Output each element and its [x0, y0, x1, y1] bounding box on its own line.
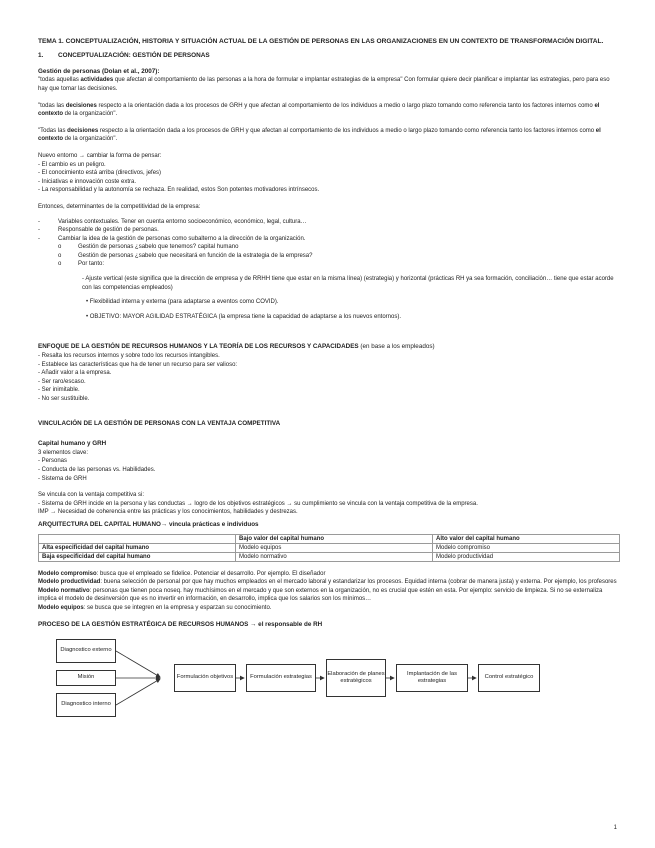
process-diagram	[38, 637, 620, 733]
text-run: respecto a la orientación dada a los procesos de GRH y que afectan al comportamiento de los individuos a medio o largo plazo tomando como referencia tanto los factores internos como	[98, 127, 596, 134]
gp-definition-3	[38, 127, 620, 144]
table-row-header: Baja especificidad del capital humano	[39, 552, 236, 561]
modelo-text: : busca que el empleado se fidelice. Potenciar el desarrollo. Por ejemplo. El diseñador	[96, 570, 326, 577]
text-run-bold: el contexto	[38, 102, 600, 118]
modelo-name: Modelo equipos	[38, 604, 84, 611]
bullet: -	[38, 227, 40, 234]
table-row	[39, 552, 620, 561]
vinculacion-item: IMP → Necesidad de coherencia entre las prácticas y los conocimientos, habilidades y destrezas.	[38, 509, 298, 516]
bullet: o	[58, 261, 62, 268]
gp-heading: Gestión de personas (Dolan et al., 2007):	[38, 67, 160, 75]
box-formulacion-estrategias: Formulación estrategias	[246, 664, 316, 692]
entorno-item: - El conocimiento está arriba (directivos, jefes)	[38, 170, 162, 177]
vinculacion-item: - Sistema de GRH	[38, 475, 87, 482]
list-item-text: Variables contextuales. Tener en cuenta entorno socioeconómico, económico, legal, cultura…	[58, 218, 307, 225]
text-run: respecto a la orientación dada a los procesos de GRH y que afectan al comportamiento de los individuos a medio o largo plazo tomando como referencia tanto los factores internos como	[96, 102, 595, 109]
text-run-bold: decisiones	[65, 102, 97, 109]
modelo-text: : buena selección de personal por que hay muchos empleados en el mercado laboral y estandarizar los procesos. Equidad interna (cobrar de manera justa) y externa. Por ejemplo, los profesores	[100, 579, 617, 586]
text-run-bold: actividades	[80, 77, 114, 84]
box-diagnostico-interno: Diagnostico interno	[56, 693, 116, 717]
entorno-item: - Iniciativas e innovación coste extra.	[38, 178, 137, 185]
bullet: o	[58, 252, 62, 259]
section-number: 1.	[38, 51, 44, 59]
enfoque-heading	[38, 343, 620, 352]
table-header-row	[39, 534, 620, 543]
document-title: TEMA 1. CONCEPTUALIZACIÓN, HISTORIA Y SITUACIÓN ACTUAL DE LA GESTIÓN DE PERSONAS EN LAS ORGANIZACIONES EN UN CONTEXTO DE TRANSFORMACIÓN DIGITAL.	[38, 38, 604, 45]
box-implantacion: Implantación de las estrategias	[396, 664, 468, 692]
page-number: 1	[613, 825, 617, 831]
heading-text: ENFOQUE DE LA GESTIÓN DE RECURSOS HUMANOS Y LA TEORÍA DE LOS RECURSOS Y CAPACIDADES	[38, 343, 359, 351]
vinculacion-subheading: Capital humano y GRH	[38, 440, 107, 448]
sub-list-item	[38, 243, 620, 252]
vinculacion-item: 3 elementos clave:	[38, 449, 89, 456]
arquitectura-table	[38, 534, 620, 562]
list-item	[38, 226, 620, 235]
enfoque-item: - Añadir valor a la empresa.	[38, 370, 112, 377]
vinculacion-item: Se vincula con la ventaja competitiva si:	[38, 492, 145, 499]
box-formulacion-objetivos: Formulación objetivos	[174, 664, 236, 692]
enfoque-item: - Establece las características que ha de tener un recurso para ser valioso:	[38, 361, 238, 368]
list-item	[38, 218, 620, 227]
text-run: "todas las	[38, 102, 66, 109]
modelo-normativo	[38, 587, 620, 604]
determinantes-intro: Entonces, determinantes de la competitividad de la empresa:	[38, 203, 201, 210]
table-cell: Modelo normativo	[236, 552, 433, 561]
bullet: -	[38, 218, 40, 225]
arquitectura-heading	[38, 521, 620, 530]
arrow	[116, 679, 160, 705]
text-run: que afectan al comportamiento de las personas a la hora de formular e implantar estrategias de la empresa" Con formular quiere decir planificar e implantar las estrategias, pero para eso hay que tomar las decisiones.	[38, 77, 610, 92]
text-run-bold: decisiones	[67, 127, 99, 134]
proceso-heading	[38, 621, 620, 630]
enfoque-item: - No ser sustituible.	[38, 396, 90, 403]
text-run: de la organización".	[63, 136, 118, 143]
sub-list-item	[38, 252, 620, 261]
table-header: Bajo valor del capital humano	[236, 534, 433, 543]
modelo-equipos	[38, 604, 620, 613]
table-cell: Modelo productividad	[433, 552, 620, 561]
vinculacion-item: - Personas	[38, 458, 68, 465]
modelo-text: : personas que tienen poca noseq. hay muchísimos en el mercado y que son externos en la organización, no es crucial que estén en esta. Por ejemplo: servicio de limpieza. Si no se externaliza implica el modelo de desinversión que es no invertir en información, en desarrollo, implica que los salarios son los mínimos…	[38, 587, 603, 603]
list-item-text: Gestión de personas ¿sabelo que necesitará en función de la estrategia de la empresa?	[78, 252, 313, 259]
list-item	[38, 235, 620, 244]
entorno-item: - El cambio es un peligro.	[38, 161, 106, 168]
heading-text: PROCESO DE LA GESTIÓN ESTRATÉGICA DE RECURSOS HUMANOS	[38, 620, 249, 628]
table-row-header: Alta especificidad del capital humano	[39, 543, 236, 552]
table-cell: Modelo compromiso	[433, 543, 620, 552]
modelo-productividad	[38, 578, 620, 587]
deep-item: • Flexibilidad interna y externa (para adaptarse a eventos como COVID).	[86, 299, 279, 306]
heading-note: (en base a los empleados)	[358, 343, 435, 351]
enfoque-item: - Ser raro/escaso.	[38, 378, 86, 385]
heading-text: ARQUITECTURA DEL CAPITAL HUMANO	[38, 520, 161, 528]
modelo-text: : se busca que se integren en la empresa y esparzan su conocimiento.	[83, 604, 272, 611]
modelo-name: Modelo productividad	[38, 579, 101, 586]
table-cell	[39, 534, 236, 543]
text-run: "todas aquellas	[38, 77, 81, 84]
vinculacion-heading: VINCULACIÓN DE LA GESTIÓN DE PERSONAS CON LA VENTAJA COMPETITIVA	[38, 419, 281, 427]
list-item-text: Por tanto:	[78, 261, 105, 268]
list-item-text: Gestión de personas ¿sabelo que tenemos? capital humano	[78, 244, 239, 251]
deep-item: • OBJETIVO: MAYOR AGILIDAD ESTRATÉGICA (la empresa tiene la capacidad de adaptarse a los nuevos entornos).	[86, 313, 402, 320]
heading-tail: → vincula prácticas e individuos	[160, 520, 259, 528]
list-item-text: Cambiar la idea de la gestión de personas como subalterno a la dirección de la organización.	[58, 235, 306, 242]
box-elaboracion-planes: Elaboración de planes estratégicos	[326, 659, 386, 697]
bullet: -	[38, 235, 40, 242]
table-cell: Modelo equipos	[236, 543, 433, 552]
gp-definition-1	[38, 76, 620, 93]
table-header: Alto valor del capital humano	[433, 534, 620, 543]
text-run-bold: el contexto	[38, 127, 601, 143]
bullet: o	[58, 244, 62, 251]
table-row	[39, 543, 620, 552]
entorno-intro: Nuevo entorno → cambiar la forma de pensar:	[38, 152, 162, 159]
sub-list-item	[38, 260, 620, 269]
enfoque-item: - Ser inimitable.	[38, 387, 80, 394]
heading-tail: → el responsable de RH	[248, 620, 323, 628]
section-title: CONCEPTUALIZACIÓN: GESTIÓN DE PERSONAS	[58, 51, 210, 59]
box-control: Control estratégico	[478, 664, 540, 692]
text-run: de la organización".	[63, 111, 118, 118]
modelo-compromiso	[38, 570, 620, 579]
list-item-text: Responsable de gestión de personas.	[58, 227, 159, 234]
vinculacion-item: - Conducta de las personas vs. Habilidades.	[38, 466, 156, 473]
deep-item: - Ajuste vertical (este significa que la dirección de empresa y de RRHH tiene que estar en la misma línea) (estrategia) y horizontal (prácticas RH ya sea formación, conciliación… tiene que estar acorde con las competencias empleados)	[82, 276, 614, 291]
arrow	[116, 651, 160, 677]
modelo-name: Modelo normativo	[38, 587, 90, 594]
gp-definition-2	[38, 102, 620, 119]
entorno-item: - La responsabilidad y la autonomía se rechaza. En realidad, estos Son potentes motivadores intrínsecos.	[38, 187, 320, 194]
vinculacion-item: - Sistema de GRH incide en la persona y las conductas → logro de los objetivos estratégicos → su cumplimiento se vincula con la ventaja competitiva de la empresa.	[38, 500, 478, 507]
box-mision: Misión	[56, 670, 116, 686]
text-run: "Todas las	[38, 127, 68, 134]
section-1-heading	[38, 52, 620, 59]
enfoque-item: - Resalta los recursos internos y sobre todo los recursos intangibles.	[38, 353, 220, 360]
box-diagnostico-externo: Diagnostico externo	[56, 639, 116, 663]
document-page	[38, 38, 620, 733]
modelo-name: Modelo compromiso	[38, 570, 97, 577]
